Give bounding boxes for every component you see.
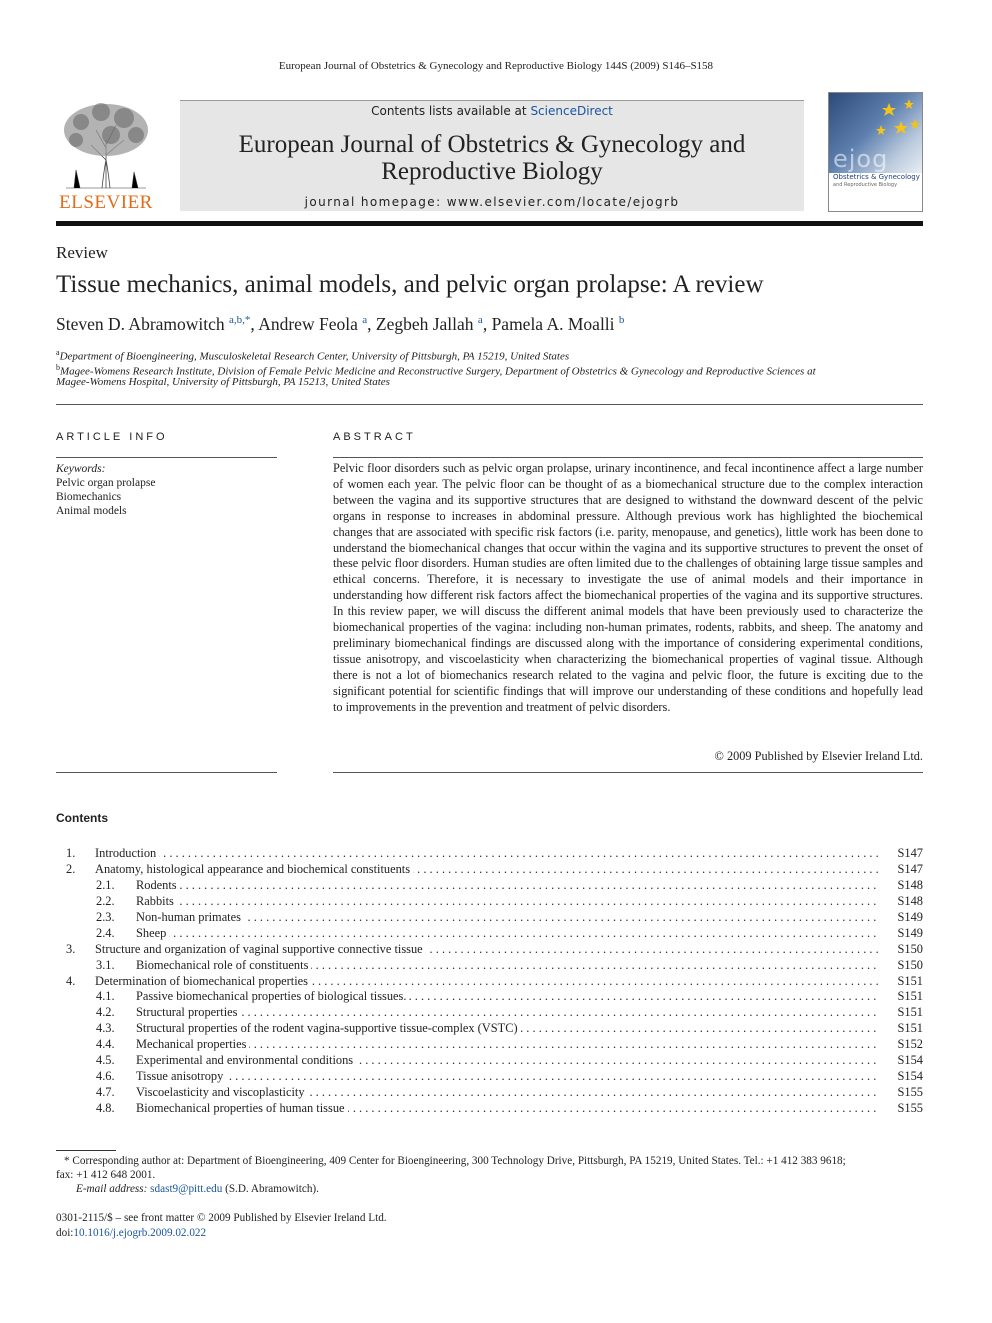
toc-entry[interactable] <box>56 926 923 942</box>
doi-link[interactable]: 10.1016/j.ejogrb.2009.02.022 <box>73 1227 207 1239</box>
affiliation-a: $^a$Department of Bioengineering, Musculoskeletal Research Center, University of Pittsburgh, PA 15219, United States <box>56 348 570 363</box>
toc-entry[interactable] <box>56 1069 923 1085</box>
email-line: E-mail address: sdast9@pitt.edu (S.D. Abramowitch). <box>76 1183 319 1195</box>
toc-entry-page: S151 <box>897 973 923 988</box>
toc-entry-number: 4.8. <box>96 1101 115 1115</box>
toc-entry-page: S149 <box>897 909 923 924</box>
toc-entry[interactable] <box>56 878 923 894</box>
toc-entry-number: 2.2. <box>96 893 115 908</box>
doi-line: doi:10.1016/j.ejogrb.2009.02.022 <box>56 1227 207 1239</box>
toc-entry[interactable] <box>56 1101 923 1117</box>
corresponding-author-footnote: * Corresponding author at: Department of Bioengineering, 409 Center for Bioengineering, 300 Technology Drive, Pittsburgh, PA 15219, United States. Tel.: +1 412 383 9618; fax: +1 412 648 2001. E-mail address: sdast9@pitt.edu (S.D. Abramowitch). <box>56 1154 923 1196</box>
masthead-divider <box>56 221 923 226</box>
toc-entry-number: 4.7. <box>96 1085 115 1100</box>
running-head: European Journal of Obstetrics & Gynecology and Reproductive Biology 144S (2009) S146–S158 <box>278 60 714 72</box>
toc-entry-page: S147 <box>897 861 923 876</box>
toc-entry-title[interactable]: Rodents . . . <box>136 878 879 894</box>
toc-entry-number: 4. <box>66 973 76 988</box>
abstract-copyright: © 2009 Published by Elsevier Ireland Ltd. <box>714 749 923 763</box>
cover-artwork <box>829 93 922 173</box>
toc-entry[interactable] <box>56 958 923 974</box>
article-info-heading: ARTICLE INFO <box>56 431 168 443</box>
journal-title: European Journal of Obstetrics & Gynecology and Reproductive Biology <box>238 131 746 185</box>
article-title: Tissue mechanics, animal models, and pelvic organ prolapse: A review <box>56 271 764 298</box>
toc-entry-title[interactable]: Structure and organization of vaginal supportive connective tissue . . . <box>95 942 879 958</box>
sciencedirect-link[interactable]: ScienceDirect <box>530 104 613 118</box>
toc-entry[interactable] <box>56 910 923 926</box>
toc-entry-title[interactable]: Anatomy, histological appearance and biochemical constituents . . . <box>95 862 879 878</box>
affiliation-b-continued: Magee-Womens Hospital, University of Pittsburgh, PA 15213, United States <box>56 376 390 388</box>
toc-entry[interactable] <box>56 989 923 1005</box>
toc-entry-page: S152 <box>897 1037 923 1052</box>
toc-entry[interactable] <box>56 1085 923 1101</box>
toc-entry-title[interactable]: Tissue anisotropy . . . <box>136 1069 879 1085</box>
elsevier-tree-icon <box>56 100 156 190</box>
keyword: Biomechanics <box>56 491 122 503</box>
toc-entry-title[interactable]: Non-human primates . . . <box>136 910 879 926</box>
toc-entry[interactable] <box>56 1053 923 1069</box>
elsevier-logo[interactable] <box>56 100 156 212</box>
toc-entry-title[interactable]: Structural properties . . . <box>136 1005 879 1021</box>
toc-entry-page: S149 <box>897 925 923 940</box>
toc-entry-number: 1. <box>66 846 76 860</box>
author[interactable]: Pamela A. Moalli $^b$ <box>491 314 625 334</box>
cover-subtitle: Obstetrics & Gynecology and Reproductive Biology <box>833 173 920 188</box>
toc-entry[interactable] <box>56 1021 923 1037</box>
toc-entry-number: 2.4. <box>96 925 115 940</box>
header-divider <box>56 404 923 405</box>
toc-entry-title[interactable]: Structural properties of the rodent vagina-supportive tissue-complex (VSTC) . . . <box>136 1021 879 1037</box>
article-type: Review <box>56 243 108 262</box>
abstract-rule <box>333 457 923 458</box>
toc-entry[interactable] <box>56 974 923 990</box>
article-info-bottom-rule <box>56 772 277 773</box>
toc-entry-page: S148 <box>897 877 923 892</box>
elsevier-wordmark: ELSEVIER <box>59 192 153 213</box>
toc-entry-number: 4.5. <box>96 1053 115 1068</box>
toc-entry-number: 2. <box>66 861 76 876</box>
keywords-label: Keywords: <box>56 463 106 475</box>
toc-entry[interactable] <box>56 1037 923 1053</box>
toc-entry-number: 3. <box>66 941 76 956</box>
toc-entry-title[interactable]: Determination of biomechanical properties . . . <box>95 974 879 990</box>
affiliation-b: $^b$Magee-Womens Research Institute, Division of Female Pelvic Medicine and Reconstructive Surgery, Department of Obstetrics & Gynecology and Reproductive Sciences at <box>56 363 816 378</box>
keyword: Pelvic organ prolapse <box>56 477 156 489</box>
toc-entry-title[interactable]: Biomechanical properties of human tissue . . . <box>136 1101 879 1117</box>
toc-entry-page: S155 <box>897 1085 923 1100</box>
contents-available-line: Contents lists available at ScienceDirect <box>371 104 613 118</box>
toc-entry-page: S150 <box>897 941 923 956</box>
email-link[interactable]: sdast9@pitt.edu <box>150 1183 223 1195</box>
toc-entry-number: 3.1. <box>96 957 115 972</box>
article-info-rule <box>56 457 277 458</box>
toc-entry-title[interactable]: Experimental and environmental conditions . . . <box>136 1053 879 1069</box>
toc-entry-title[interactable]: Rabbits . . . <box>136 894 879 910</box>
toc-entry-page: S151 <box>897 1005 923 1020</box>
abstract-text: Pelvic floor disorders such as pelvic organ prolapse, urinary incontinence, and fecal incontinence affect a large number of women each year. The pelvic floor can be thought of as a biomechanical structure due to the complex interaction between the vagina and its supportive structures that are designed to withstand the downward descent of the pelvic organs in response to increases in abdominal pressure. Although previous work has highlighted the biochemical changes that are associated with specific risk factors (i.e. parity, menopause, and genetics), little work has been done to understand the biomechanical changes that occur within the vagina and its supportive structures to prevent the onset of these pelvic floor disorders. Human studies are often limited due to the challenges of obtaining large tissue samples and ethical concerns. Therefore, it is necessary to investigate the use of animal models and their importance in understanding how different risk factors affect the biomechanical properties of the vagina and its supportive structures. In this review paper, we will discuss the different animal models that have been previously used to characterize the biomechanical properties of the vagina: including non-human primates, rodents, rabbits, and sheep. The anatomy and preliminary biomechanical findings are discussed along with the importance of considering experimental conditions, tissue anisotropy, and viscoelasticity when characterizing the biomechanical properties of vaginal tissue. Although there is not a lot of biomechanics research related to the vagina and pelvic floor, the future is exciting due to the significant potential for scientific findings that will improve our understanding of these conditions and hopefully lead to improvements in the prevention and treatment of pelvic disorders. <box>333 461 923 714</box>
toc-entry-page: S151 <box>897 989 923 1004</box>
contents-heading: Contents <box>56 811 108 825</box>
toc-entry[interactable] <box>56 846 923 862</box>
toc-entry[interactable] <box>56 894 923 910</box>
toc-entry-title[interactable]: Biomechanical role of constituents . . . <box>136 958 879 974</box>
toc-entry[interactable] <box>56 1005 923 1021</box>
toc-entry-page: S150 <box>897 957 923 972</box>
author[interactable]: Steven D. Abramowitch $^{a,b,*}$ <box>56 314 251 334</box>
toc-entry-page: S154 <box>897 1069 923 1084</box>
toc-entry-number: 4.3. <box>96 1021 115 1036</box>
keyword: Animal models <box>56 505 127 517</box>
author-list: Steven D. Abramowitch $^{a,b,*}$, Andrew Feola $^a$, Zegbeh Jallah $^a$, Pamela A. Moalli $^b$ <box>56 314 625 334</box>
author[interactable]: Zegbeh Jallah $^a$ <box>375 314 483 334</box>
author[interactable]: Andrew Feola $^a$ <box>258 314 368 334</box>
toc-entry-title[interactable]: Mechanical properties . . . <box>136 1037 879 1053</box>
toc-entry-title[interactable]: Viscoelasticity and viscoplasticity . . . <box>136 1085 879 1101</box>
toc-entry[interactable] <box>56 942 923 958</box>
journal-cover-thumbnail[interactable] <box>828 92 923 212</box>
cover-ejog-wordmark: ejog <box>833 145 889 173</box>
toc-entry-title[interactable]: Introduction . . . <box>95 846 879 862</box>
footnote-rule <box>56 1150 116 1151</box>
toc-entry-page: S148 <box>897 893 923 908</box>
toc-entry-number: 4.4. <box>96 1037 115 1052</box>
abstract-bottom-rule <box>333 772 923 773</box>
toc-entry-page: S147 <box>897 846 923 860</box>
toc-entry-number: 4.2. <box>96 1005 115 1020</box>
toc-entry-number: 4.6. <box>96 1069 115 1084</box>
toc-entry-number: 4.1. <box>96 989 115 1004</box>
toc-entry-number: 2.1. <box>96 877 115 892</box>
toc-entry-page: S154 <box>897 1053 923 1068</box>
toc-entry-number: 2.3. <box>96 909 115 924</box>
toc-entry-page: S155 <box>897 1101 923 1115</box>
journal-masthead <box>180 100 804 211</box>
table-of-contents <box>56 846 923 1117</box>
issn-line: 0301-2115/$ – see front matter © 2009 Published by Elsevier Ireland Ltd. <box>56 1212 387 1224</box>
toc-entry-title[interactable]: Passive biomechanical properties of biological tissues. . . . <box>136 989 879 1005</box>
journal-homepage[interactable]: journal homepage: www.elsevier.com/locate/ejogrb <box>304 195 680 209</box>
toc-entry-title[interactable]: Sheep . . . <box>136 926 879 942</box>
toc-entry[interactable] <box>56 862 923 878</box>
toc-entry-page: S151 <box>897 1021 923 1036</box>
abstract-heading: ABSTRACT <box>333 431 416 443</box>
